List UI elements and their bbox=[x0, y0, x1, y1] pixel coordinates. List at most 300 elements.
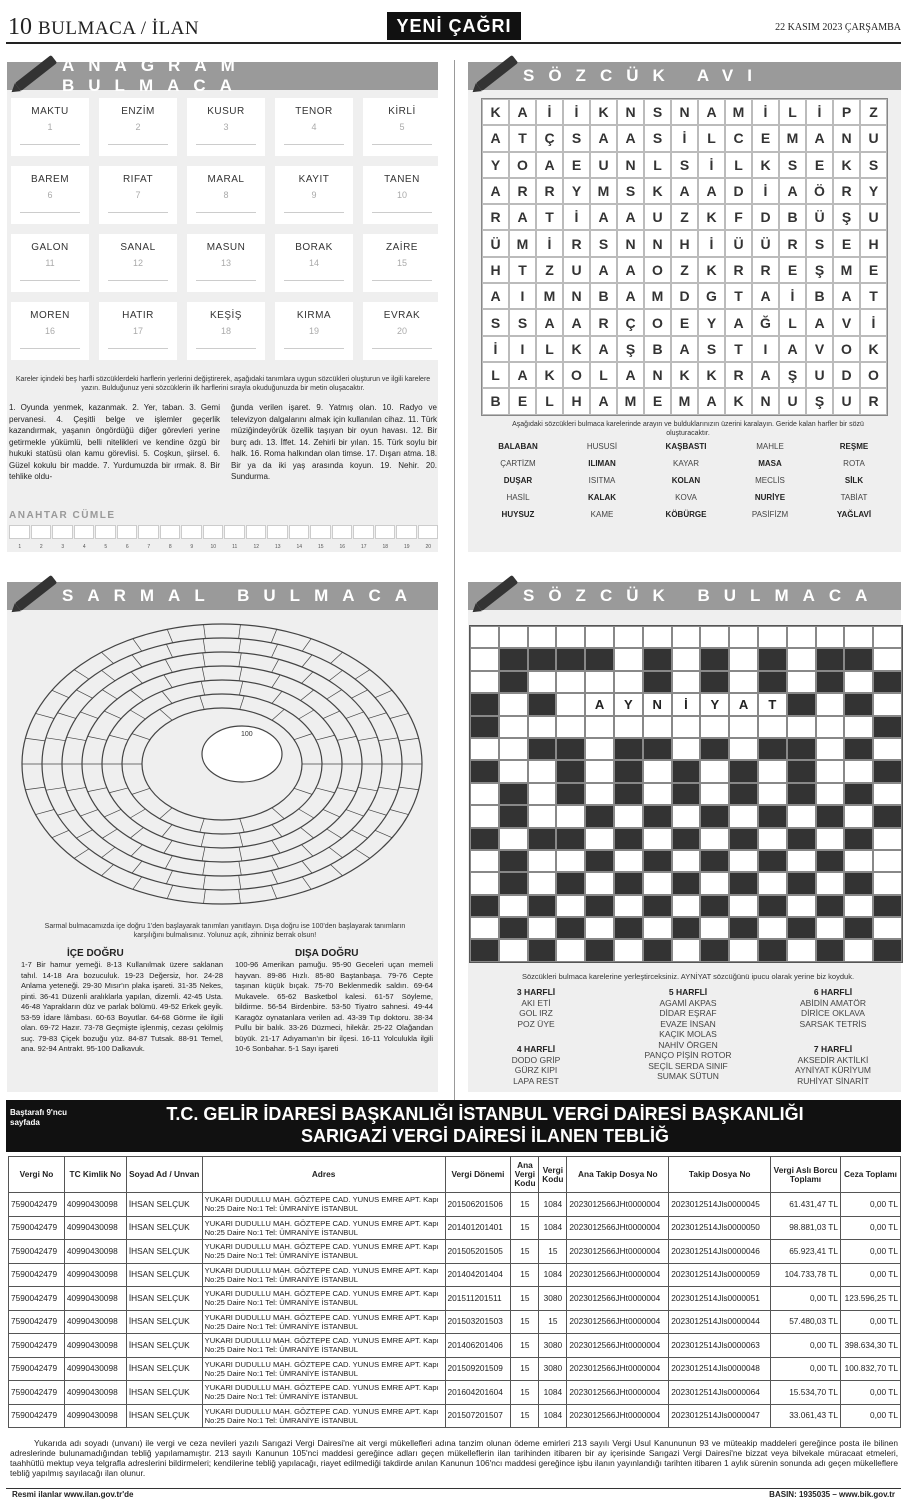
crossword-cell[interactable] bbox=[470, 917, 499, 939]
word-search-cell[interactable]: N bbox=[752, 388, 779, 414]
crossword-cell[interactable] bbox=[787, 626, 816, 648]
word-search-cell[interactable]: Y bbox=[563, 178, 590, 204]
crossword-cell[interactable] bbox=[844, 671, 873, 693]
word-search-cell[interactable]: N bbox=[833, 125, 860, 151]
word-search-cell[interactable]: R bbox=[482, 204, 509, 230]
crossword-cell[interactable] bbox=[700, 626, 729, 648]
word-search-cell[interactable]: I bbox=[752, 336, 779, 362]
crossword-cell[interactable] bbox=[470, 805, 499, 827]
word-search-cell[interactable]: O bbox=[644, 309, 671, 335]
word-search-cell[interactable]: T bbox=[536, 204, 563, 230]
key-letter-box[interactable] bbox=[418, 525, 439, 539]
word-search-cell[interactable]: N bbox=[563, 283, 590, 309]
word-search-cell[interactable]: A bbox=[590, 388, 617, 414]
crossword-cell[interactable]: A bbox=[729, 693, 758, 715]
word-search-cell[interactable]: Z bbox=[536, 257, 563, 283]
crossword-cell[interactable] bbox=[528, 626, 557, 648]
word-search-cell[interactable]: O bbox=[860, 362, 887, 388]
word-search-cell[interactable]: A bbox=[617, 362, 644, 388]
word-search-cell[interactable]: N bbox=[617, 99, 644, 125]
crossword-cell[interactable] bbox=[816, 760, 845, 782]
crossword-cell[interactable] bbox=[787, 805, 816, 827]
word-search-cell[interactable]: N bbox=[671, 99, 698, 125]
word-search-cell[interactable]: L bbox=[482, 362, 509, 388]
word-search-cell[interactable]: E bbox=[752, 125, 779, 151]
crossword-cell[interactable] bbox=[672, 850, 701, 872]
word-search-cell[interactable]: A bbox=[590, 257, 617, 283]
word-search-cell[interactable]: R bbox=[563, 230, 590, 256]
crossword-cell[interactable] bbox=[556, 895, 585, 917]
anagram-cell[interactable] bbox=[275, 166, 353, 224]
word-search-cell[interactable]: T bbox=[509, 257, 536, 283]
crossword-cell[interactable] bbox=[585, 760, 614, 782]
crossword-cell[interactable] bbox=[787, 648, 816, 670]
crossword-cell[interactable] bbox=[585, 917, 614, 939]
crossword-cell[interactable] bbox=[614, 939, 643, 961]
crossword-cell[interactable]: A bbox=[585, 693, 614, 715]
crossword-cell[interactable] bbox=[556, 671, 585, 693]
word-search-cell[interactable]: K bbox=[482, 99, 509, 125]
crossword-cell[interactable] bbox=[873, 917, 902, 939]
crossword-cell[interactable] bbox=[672, 626, 701, 648]
crossword-cell[interactable] bbox=[499, 895, 528, 917]
crossword-cell[interactable] bbox=[816, 917, 845, 939]
word-search-cell[interactable]: L bbox=[536, 388, 563, 414]
crossword-cell[interactable] bbox=[499, 939, 528, 961]
anagram-cell[interactable] bbox=[99, 302, 177, 360]
word-search-cell[interactable]: A bbox=[482, 178, 509, 204]
crossword-cell[interactable] bbox=[556, 626, 585, 648]
anagram-cell[interactable] bbox=[363, 98, 441, 156]
word-search-cell[interactable]: R bbox=[833, 178, 860, 204]
crossword-cell[interactable] bbox=[614, 648, 643, 670]
word-search-cell[interactable]: S bbox=[698, 336, 725, 362]
crossword-cell[interactable] bbox=[556, 939, 585, 961]
word-search-cell[interactable]: M bbox=[671, 388, 698, 414]
word-search-cell[interactable]: M bbox=[833, 257, 860, 283]
word-search-cell[interactable]: Ş bbox=[779, 362, 806, 388]
word-search-cell[interactable]: L bbox=[779, 99, 806, 125]
crossword-cell[interactable] bbox=[729, 671, 758, 693]
anagram-cell[interactable] bbox=[11, 98, 89, 156]
word-search-cell[interactable]: İ bbox=[671, 125, 698, 151]
word-search-cell[interactable]: A bbox=[617, 283, 644, 309]
word-search-cell[interactable]: Ş bbox=[617, 336, 644, 362]
word-search-cell[interactable]: D bbox=[725, 178, 752, 204]
word-search-cell[interactable]: A bbox=[698, 99, 725, 125]
crossword-cell[interactable] bbox=[556, 850, 585, 872]
word-search-cell[interactable]: H bbox=[671, 230, 698, 256]
word-search-cell[interactable]: A bbox=[482, 283, 509, 309]
word-search-grid[interactable] bbox=[481, 98, 888, 416]
crossword-cell[interactable] bbox=[787, 939, 816, 961]
word-search-cell[interactable]: İ bbox=[482, 336, 509, 362]
crossword-cell[interactable] bbox=[528, 805, 557, 827]
crossword-cell[interactable] bbox=[585, 783, 614, 805]
crossword-cell[interactable] bbox=[873, 872, 902, 894]
anagram-cell[interactable] bbox=[99, 98, 177, 156]
crossword-cell[interactable] bbox=[700, 828, 729, 850]
crossword-cell[interactable] bbox=[787, 895, 816, 917]
crossword-cell[interactable] bbox=[672, 939, 701, 961]
crossword-cell[interactable] bbox=[585, 872, 614, 894]
crossword-cell[interactable] bbox=[816, 738, 845, 760]
crossword-cell[interactable] bbox=[614, 671, 643, 693]
key-letter-box[interactable] bbox=[74, 525, 95, 539]
word-search-cell[interactable]: S bbox=[806, 230, 833, 256]
word-search-cell[interactable]: L bbox=[698, 125, 725, 151]
crossword-cell[interactable] bbox=[844, 760, 873, 782]
anagram-cell[interactable] bbox=[187, 234, 265, 292]
crossword-cell[interactable] bbox=[528, 783, 557, 805]
key-letter-box[interactable] bbox=[160, 525, 181, 539]
word-search-cell[interactable]: N bbox=[644, 362, 671, 388]
word-search-cell[interactable]: A bbox=[590, 336, 617, 362]
crossword-cell[interactable] bbox=[758, 716, 787, 738]
word-search-cell[interactable]: D bbox=[752, 204, 779, 230]
crossword-cell[interactable] bbox=[873, 850, 902, 872]
word-search-cell[interactable]: I bbox=[509, 283, 536, 309]
word-search-cell[interactable]: L bbox=[644, 152, 671, 178]
word-search-cell[interactable]: A bbox=[779, 336, 806, 362]
crossword-cell[interactable] bbox=[729, 939, 758, 961]
word-search-cell[interactable]: A bbox=[725, 309, 752, 335]
word-search-cell[interactable]: Z bbox=[860, 99, 887, 125]
crossword-cell[interactable] bbox=[758, 872, 787, 894]
word-search-cell[interactable]: D bbox=[833, 362, 860, 388]
word-search-cell[interactable]: İ bbox=[536, 99, 563, 125]
word-search-cell[interactable]: A bbox=[509, 204, 536, 230]
crossword-cell[interactable] bbox=[787, 671, 816, 693]
crossword-cell[interactable] bbox=[643, 760, 672, 782]
word-search-cell[interactable]: E bbox=[563, 152, 590, 178]
anagram-cell[interactable] bbox=[187, 98, 265, 156]
official-ads-link[interactable]: Resmi ilanlar www.ilan.gov.tr'de bbox=[12, 1490, 134, 1499]
word-search-cell[interactable]: K bbox=[698, 257, 725, 283]
crossword-cell[interactable] bbox=[672, 805, 701, 827]
word-search-cell[interactable]: H bbox=[860, 230, 887, 256]
crossword-cell[interactable] bbox=[873, 738, 902, 760]
anagram-cell[interactable] bbox=[187, 302, 265, 360]
crossword-cell[interactable] bbox=[873, 828, 902, 850]
word-search-cell[interactable]: K bbox=[860, 336, 887, 362]
key-letter-box[interactable] bbox=[95, 525, 116, 539]
word-search-cell[interactable]: F bbox=[725, 204, 752, 230]
word-search-cell[interactable]: İ bbox=[536, 230, 563, 256]
crossword-grid[interactable] bbox=[469, 625, 903, 963]
word-search-cell[interactable]: T bbox=[860, 283, 887, 309]
word-search-cell[interactable]: U bbox=[860, 125, 887, 151]
crossword-cell[interactable] bbox=[528, 872, 557, 894]
crossword-cell[interactable] bbox=[758, 626, 787, 648]
crossword-cell[interactable] bbox=[528, 716, 557, 738]
key-letter-box[interactable] bbox=[375, 525, 396, 539]
word-search-cell[interactable]: A bbox=[752, 362, 779, 388]
crossword-cell[interactable] bbox=[787, 716, 816, 738]
word-search-cell[interactable]: A bbox=[482, 125, 509, 151]
word-search-cell[interactable]: S bbox=[509, 309, 536, 335]
word-search-cell[interactable]: M bbox=[590, 178, 617, 204]
word-search-cell[interactable]: A bbox=[671, 178, 698, 204]
word-search-cell[interactable]: M bbox=[644, 283, 671, 309]
word-search-cell[interactable]: E bbox=[806, 152, 833, 178]
crossword-cell[interactable] bbox=[470, 671, 499, 693]
word-search-cell[interactable]: L bbox=[590, 362, 617, 388]
word-search-cell[interactable]: H bbox=[563, 388, 590, 414]
word-search-cell[interactable]: M bbox=[536, 283, 563, 309]
word-search-cell[interactable]: A bbox=[698, 388, 725, 414]
word-search-cell[interactable]: A bbox=[590, 125, 617, 151]
word-search-cell[interactable]: K bbox=[833, 152, 860, 178]
spiral-grid[interactable] bbox=[7, 614, 438, 914]
word-search-cell[interactable]: R bbox=[752, 257, 779, 283]
crossword-cell[interactable] bbox=[643, 872, 672, 894]
word-search-cell[interactable]: O bbox=[644, 257, 671, 283]
crossword-cell[interactable] bbox=[844, 939, 873, 961]
crossword-cell[interactable] bbox=[816, 626, 845, 648]
word-search-cell[interactable]: İ bbox=[698, 230, 725, 256]
word-search-cell[interactable]: E bbox=[779, 257, 806, 283]
word-search-cell[interactable]: A bbox=[509, 362, 536, 388]
crossword-cell[interactable] bbox=[585, 671, 614, 693]
crossword-cell[interactable]: N bbox=[643, 693, 672, 715]
word-search-cell[interactable]: M bbox=[617, 388, 644, 414]
key-letter-box[interactable] bbox=[310, 525, 331, 539]
crossword-cell[interactable] bbox=[729, 626, 758, 648]
key-letter-box[interactable] bbox=[138, 525, 159, 539]
word-search-cell[interactable]: B bbox=[779, 204, 806, 230]
word-search-cell[interactable]: Ö bbox=[806, 178, 833, 204]
word-search-cell[interactable]: N bbox=[617, 230, 644, 256]
word-search-cell[interactable]: M bbox=[779, 125, 806, 151]
key-letter-box[interactable] bbox=[396, 525, 417, 539]
anagram-cell[interactable] bbox=[363, 302, 441, 360]
crossword-cell[interactable] bbox=[585, 716, 614, 738]
crossword-cell[interactable]: T bbox=[758, 693, 787, 715]
word-search-cell[interactable]: E bbox=[509, 388, 536, 414]
word-search-cell[interactable]: İ bbox=[752, 178, 779, 204]
word-search-cell[interactable]: L bbox=[779, 309, 806, 335]
key-letter-box[interactable] bbox=[353, 525, 374, 539]
anagram-cell[interactable] bbox=[99, 166, 177, 224]
word-search-cell[interactable]: İ bbox=[860, 309, 887, 335]
word-search-cell[interactable]: K bbox=[725, 388, 752, 414]
word-search-cell[interactable]: A bbox=[671, 336, 698, 362]
word-search-cell[interactable]: Ş bbox=[806, 388, 833, 414]
word-search-cell[interactable]: O bbox=[563, 362, 590, 388]
crossword-cell[interactable] bbox=[643, 828, 672, 850]
word-search-cell[interactable]: E bbox=[860, 257, 887, 283]
word-search-cell[interactable]: S bbox=[617, 178, 644, 204]
crossword-cell[interactable] bbox=[700, 872, 729, 894]
word-search-cell[interactable]: A bbox=[617, 204, 644, 230]
word-search-cell[interactable]: Ç bbox=[617, 309, 644, 335]
crossword-cell[interactable] bbox=[556, 805, 585, 827]
key-letter-box[interactable] bbox=[203, 525, 224, 539]
word-search-cell[interactable]: G bbox=[698, 283, 725, 309]
crossword-cell[interactable] bbox=[585, 626, 614, 648]
crossword-cell[interactable] bbox=[499, 738, 528, 760]
word-search-cell[interactable]: L bbox=[536, 336, 563, 362]
word-search-cell[interactable]: A bbox=[833, 283, 860, 309]
crossword-cell[interactable] bbox=[672, 895, 701, 917]
crossword-cell[interactable] bbox=[643, 716, 672, 738]
crossword-cell[interactable] bbox=[643, 626, 672, 648]
word-search-cell[interactable]: T bbox=[509, 125, 536, 151]
crossword-cell[interactable] bbox=[470, 648, 499, 670]
crossword-cell[interactable] bbox=[614, 716, 643, 738]
crossword-cell[interactable] bbox=[499, 693, 528, 715]
crossword-cell[interactable] bbox=[816, 716, 845, 738]
crossword-cell[interactable] bbox=[499, 760, 528, 782]
word-search-cell[interactable]: İ bbox=[806, 99, 833, 125]
word-search-cell[interactable]: R bbox=[509, 178, 536, 204]
word-search-cell[interactable]: B bbox=[590, 283, 617, 309]
word-search-cell[interactable]: L bbox=[725, 152, 752, 178]
crossword-cell[interactable] bbox=[528, 760, 557, 782]
crossword-cell[interactable] bbox=[729, 805, 758, 827]
anagram-cell[interactable] bbox=[11, 234, 89, 292]
word-search-cell[interactable]: R bbox=[860, 388, 887, 414]
word-search-cell[interactable]: O bbox=[833, 336, 860, 362]
crossword-cell[interactable] bbox=[528, 850, 557, 872]
key-letter-box[interactable] bbox=[181, 525, 202, 539]
word-search-cell[interactable]: U bbox=[644, 204, 671, 230]
word-search-cell[interactable]: A bbox=[806, 125, 833, 151]
word-search-cell[interactable]: R bbox=[725, 257, 752, 283]
word-search-cell[interactable]: I bbox=[509, 336, 536, 362]
word-search-cell[interactable]: A bbox=[617, 125, 644, 151]
word-search-cell[interactable]: R bbox=[536, 178, 563, 204]
crossword-cell[interactable] bbox=[499, 626, 528, 648]
word-search-cell[interactable]: Ü bbox=[806, 204, 833, 230]
word-search-cell[interactable]: A bbox=[698, 178, 725, 204]
key-letter-box[interactable] bbox=[267, 525, 288, 539]
word-search-cell[interactable]: A bbox=[590, 204, 617, 230]
crossword-cell[interactable] bbox=[700, 716, 729, 738]
crossword-cell[interactable] bbox=[470, 872, 499, 894]
word-search-cell[interactable]: U bbox=[779, 388, 806, 414]
word-search-cell[interactable]: K bbox=[671, 362, 698, 388]
word-search-cell[interactable]: S bbox=[779, 152, 806, 178]
crossword-cell[interactable] bbox=[844, 895, 873, 917]
word-search-cell[interactable]: Ş bbox=[833, 204, 860, 230]
word-search-cell[interactable]: S bbox=[671, 152, 698, 178]
key-letter-box[interactable] bbox=[289, 525, 310, 539]
crossword-cell[interactable] bbox=[700, 917, 729, 939]
word-search-cell[interactable]: A bbox=[617, 257, 644, 283]
crossword-cell[interactable] bbox=[729, 738, 758, 760]
key-letter-box[interactable] bbox=[117, 525, 138, 539]
crossword-cell[interactable] bbox=[499, 716, 528, 738]
word-search-cell[interactable]: Ü bbox=[482, 230, 509, 256]
crossword-cell[interactable]: İ bbox=[672, 693, 701, 715]
crossword-cell[interactable] bbox=[614, 850, 643, 872]
word-search-cell[interactable]: B bbox=[806, 283, 833, 309]
anagram-cell[interactable] bbox=[187, 166, 265, 224]
anagram-cell[interactable] bbox=[363, 234, 441, 292]
word-search-cell[interactable]: U bbox=[563, 257, 590, 283]
key-letter-box[interactable] bbox=[9, 525, 30, 539]
word-search-cell[interactable]: İ bbox=[752, 99, 779, 125]
word-search-cell[interactable]: U bbox=[860, 204, 887, 230]
crossword-cell[interactable] bbox=[672, 716, 701, 738]
word-search-cell[interactable]: Z bbox=[671, 204, 698, 230]
key-letter-box[interactable] bbox=[224, 525, 245, 539]
word-search-cell[interactable]: Ç bbox=[536, 125, 563, 151]
word-search-cell[interactable]: D bbox=[671, 283, 698, 309]
crossword-cell[interactable] bbox=[816, 828, 845, 850]
crossword-cell[interactable] bbox=[844, 626, 873, 648]
crossword-cell[interactable] bbox=[816, 693, 845, 715]
crossword-cell[interactable] bbox=[729, 648, 758, 670]
crossword-cell[interactable] bbox=[643, 783, 672, 805]
word-search-cell[interactable]: S bbox=[644, 99, 671, 125]
word-search-cell[interactable]: U bbox=[833, 388, 860, 414]
crossword-cell[interactable] bbox=[499, 828, 528, 850]
word-search-cell[interactable]: C bbox=[725, 125, 752, 151]
word-search-cell[interactable]: E bbox=[671, 309, 698, 335]
key-letter-box[interactable] bbox=[31, 525, 52, 539]
word-search-cell[interactable]: N bbox=[617, 152, 644, 178]
word-search-cell[interactable]: K bbox=[698, 362, 725, 388]
crossword-cell[interactable] bbox=[470, 783, 499, 805]
word-search-cell[interactable]: A bbox=[806, 309, 833, 335]
crossword-cell[interactable] bbox=[672, 738, 701, 760]
crossword-cell[interactable] bbox=[729, 895, 758, 917]
anagram-cell[interactable] bbox=[363, 166, 441, 224]
word-search-cell[interactable]: K bbox=[590, 99, 617, 125]
crossword-cell[interactable] bbox=[787, 850, 816, 872]
crossword-cell[interactable] bbox=[729, 850, 758, 872]
crossword-cell[interactable] bbox=[700, 760, 729, 782]
anagram-cell[interactable] bbox=[275, 234, 353, 292]
word-search-cell[interactable]: S bbox=[644, 125, 671, 151]
crossword-cell[interactable]: Y bbox=[700, 693, 729, 715]
crossword-cell[interactable]: Y bbox=[614, 693, 643, 715]
word-search-cell[interactable]: A bbox=[536, 152, 563, 178]
word-search-cell[interactable]: S bbox=[860, 152, 887, 178]
crossword-cell[interactable] bbox=[758, 828, 787, 850]
word-search-cell[interactable]: B bbox=[482, 388, 509, 414]
anagram-cell[interactable] bbox=[11, 166, 89, 224]
crossword-cell[interactable] bbox=[729, 716, 758, 738]
word-search-cell[interactable]: Z bbox=[671, 257, 698, 283]
crossword-cell[interactable] bbox=[758, 760, 787, 782]
crossword-cell[interactable] bbox=[758, 783, 787, 805]
crossword-cell[interactable] bbox=[643, 917, 672, 939]
crossword-cell[interactable] bbox=[873, 783, 902, 805]
word-search-cell[interactable]: S bbox=[482, 309, 509, 335]
word-search-cell[interactable]: K bbox=[698, 204, 725, 230]
word-search-cell[interactable]: A bbox=[563, 309, 590, 335]
word-search-cell[interactable]: S bbox=[590, 230, 617, 256]
word-search-cell[interactable]: A bbox=[752, 283, 779, 309]
crossword-cell[interactable] bbox=[528, 671, 557, 693]
word-search-cell[interactable]: Ğ bbox=[752, 309, 779, 335]
word-search-cell[interactable]: T bbox=[725, 283, 752, 309]
crossword-cell[interactable] bbox=[672, 648, 701, 670]
word-search-cell[interactable]: Y bbox=[698, 309, 725, 335]
word-search-cell[interactable]: İ bbox=[698, 152, 725, 178]
word-search-cell[interactable]: İ bbox=[779, 283, 806, 309]
word-search-cell[interactable]: O bbox=[509, 152, 536, 178]
word-search-cell[interactable]: K bbox=[563, 336, 590, 362]
word-search-cell[interactable]: V bbox=[833, 309, 860, 335]
crossword-cell[interactable] bbox=[700, 783, 729, 805]
anagram-cell[interactable] bbox=[275, 302, 353, 360]
anagram-cell[interactable] bbox=[99, 234, 177, 292]
